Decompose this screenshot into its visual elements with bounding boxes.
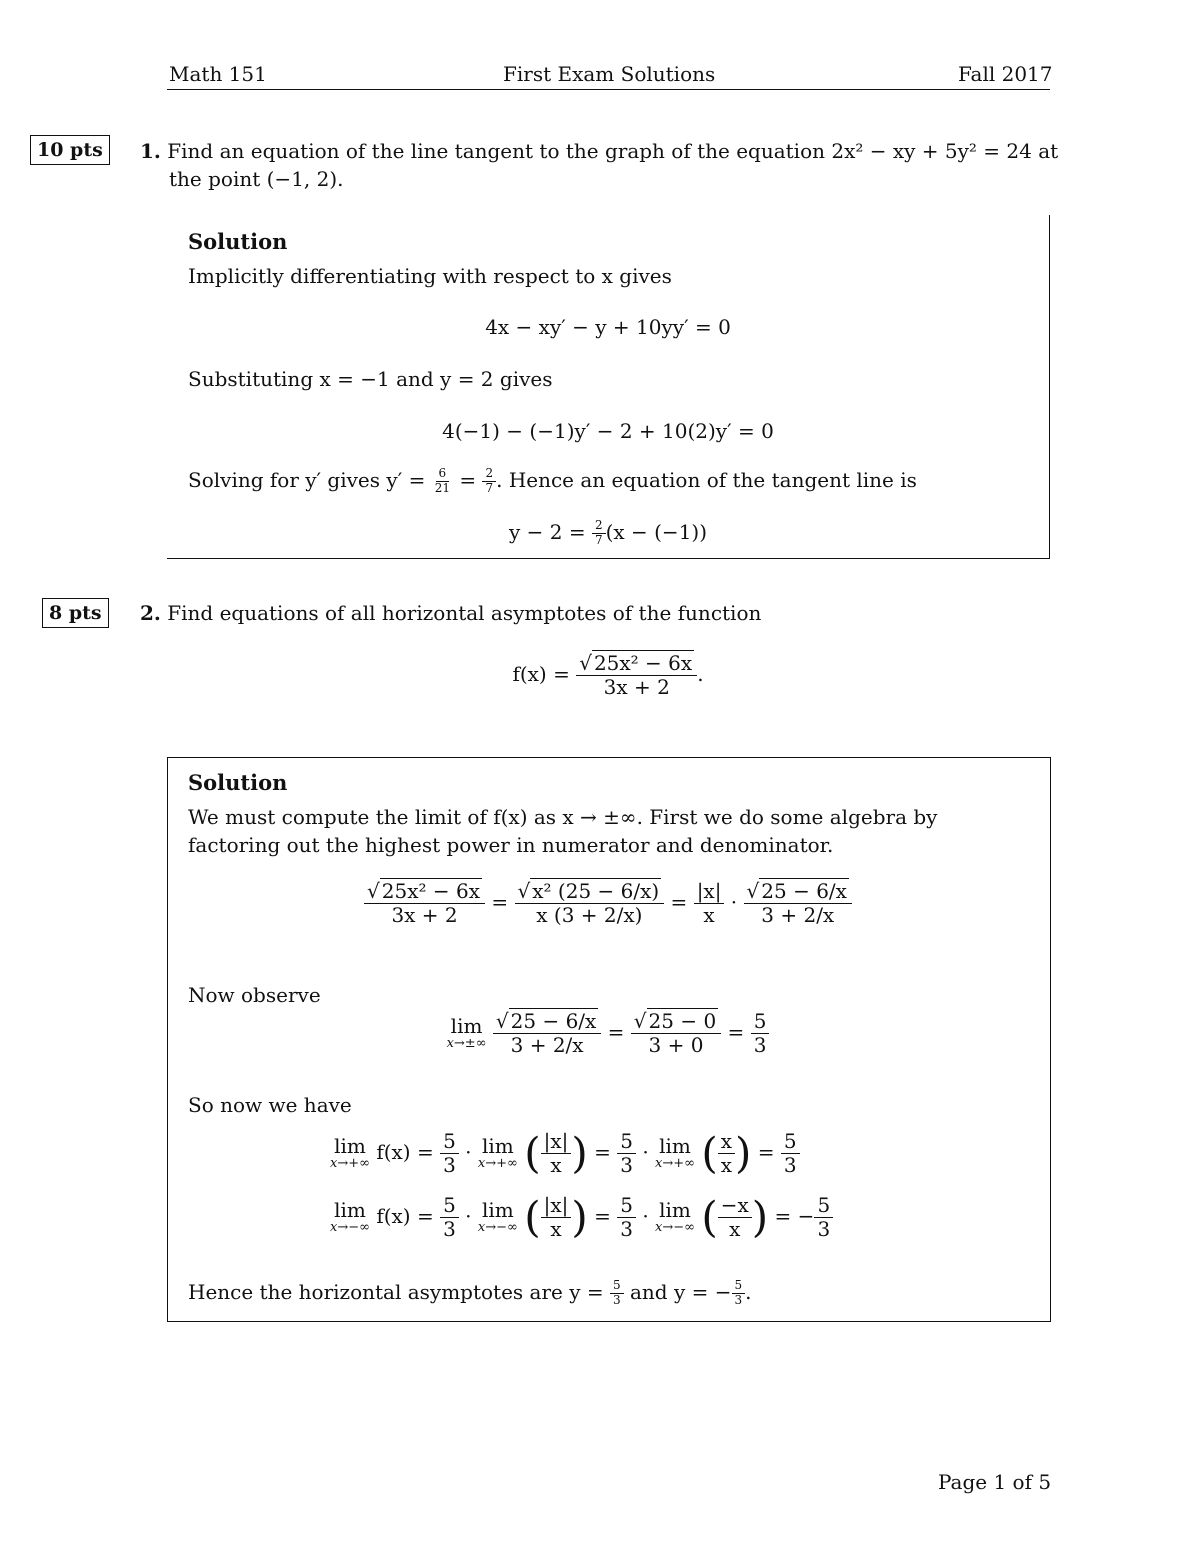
q1-equation-3 [167,518,1049,548]
result-frac [781,1130,800,1177]
frac-den: 3 + 0 [648,1033,704,1057]
result-sign: − [797,1204,815,1228]
left-paren: ( [524,1128,541,1178]
lim-text: lim [659,1134,691,1159]
right-paren: ) [751,1192,769,1242]
frac-num: 5 [781,1130,800,1154]
lim-text: lim [659,1198,691,1223]
frac-num: 2 [592,519,606,534]
q2-func-end: . [697,662,704,686]
frac-num: √ 25 − 0 [631,1010,721,1034]
limit-operator [447,1015,487,1051]
right-paren: ) [735,1128,752,1178]
frac-num: x [718,1130,735,1154]
frac-num: |x| [541,1130,572,1154]
limit-operator [330,1199,370,1235]
q2-limit-row-minus: lim x→−∞ f(x) = $\frac{5}{3}$ · lim x→−∞ ( $\frac{|x|}{x}$ ) = $\frac{5}{3}$ · lim x→−∞ ( $\frac{-x}{x}$ ) = − $\frac{5}{3}$ [330,1194,833,1241]
limit-operator [655,1135,695,1171]
header-term: Fall 2017 [958,62,1053,86]
left-paren: ( [701,1192,718,1242]
frac-den: 21 [434,481,450,495]
frac-num: 6 [436,467,450,482]
lim-sub: x→+∞ [655,1156,695,1172]
q2-points-badge: 8 pts [42,598,109,628]
q2-prompt [140,599,761,627]
q2-func-lhs: f(x) = [512,662,577,686]
frac-num: 5 [610,1279,624,1294]
frac-num: 5 [617,1130,636,1154]
concl-frac-2 [732,1279,746,1308]
frac-den: 3 [817,1217,831,1241]
limit-operator [478,1199,518,1235]
ratio-frac [718,1194,752,1241]
lim-text: lim [334,1134,366,1159]
frac-den: 3 [783,1153,797,1177]
right-paren: ) [571,1192,588,1242]
obs-frac-3 [751,1010,770,1057]
q1-equation-2: 4(−1) − (−1)y′ − 2 + 10(2)y′ = 0 [442,419,774,443]
lim-text: lim [334,1198,366,1223]
const-frac [440,1130,459,1177]
q2-algebra-equation: $\frac{\text{√ 25x² − 6x}}{3x + 2}$ = $\frac{\text{√ x² (25 − 6/x)}}{x (3 + 2/x)}$ = $\frac{|x|}{x}$ · $\frac{√ 25 - 6/x}{3 + 2/x}$ [167,880,1049,927]
left-paren: ( [524,1192,541,1242]
fx: f(x) = [376,1140,434,1164]
q1-eq3-a: y − 2 = [508,520,592,544]
lim-text: lim [481,1198,514,1223]
frac-den: 3 [443,1153,456,1177]
q2-limit-row-plus: lim x→+∞ f(x) = $\frac{5}{3}$ · lim x→+∞ ( $\frac{|x|}{x}$ ) = $\frac{5}{3}$ · lim x→+∞ ( $\frac{x}{x}$ ) = $\frac{5}{3}$ [330,1130,800,1177]
frac-den: 3 [443,1217,456,1241]
q1-solution-text2: Substituting x = −1 and y = 2 gives [188,367,553,391]
frac-num: √ 25 − 6/x [493,1010,601,1034]
const-frac [617,1130,636,1177]
lim-sub: x→−∞ [655,1220,695,1236]
frac-den: x (3 + 2/x) [536,903,643,927]
const-frac [617,1194,636,1241]
q1-text3-b: = [452,468,483,492]
q2-conclusion [188,1278,752,1308]
q1-text3-c: . Hence an equation of the tangent line is [496,468,917,492]
q2-number: 2. [140,601,161,625]
const-frac [440,1194,459,1241]
lim-sub: x→+∞ [330,1156,370,1172]
q1-prompt-line1: Find an equation of the line tangent to the graph of the equation 2x² − xy + 5y² = 24 at [167,139,1059,163]
frac-num: 5 [814,1194,833,1218]
alg-frac-2 [515,880,665,927]
frac-den: x [550,1217,562,1241]
lim-sub: x→+∞ [477,1156,518,1172]
q1-prompt [140,137,1058,165]
frac-den: 3 [734,1293,743,1307]
frac-num: 2 [482,467,496,482]
frac-den: 7 [594,533,603,547]
radicand: 25 − 6/x [761,879,847,903]
q1-prompt-line2: the point (−1, 2). [169,167,344,191]
q2-solution-text3: So now we have [188,1093,352,1117]
alg-frac-3 [694,880,725,927]
frac-num: |x| [694,880,725,904]
radicand: 25 − 6/x [510,1009,597,1033]
fx: f(x) = [376,1204,434,1228]
frac-den: 3 [613,1293,621,1307]
limit-operator [478,1135,518,1171]
frac-den: x [550,1153,562,1177]
frac-den: 7 [485,481,494,495]
frac-num: 5 [617,1194,636,1218]
q2-solution-text1-line1: We must compute the limit of f(x) as x → ±∞. First we do some algebra by [188,805,938,829]
header-rule [167,89,1050,90]
ratio-frac [718,1130,735,1177]
q2-solution-text1-line2: factoring out the highest power in numerator and denominator. [188,833,834,857]
alg-frac-1 [364,880,485,927]
q2-prompt-text: Find equations of all horizontal asymptotes of the function [167,601,762,625]
alg-frac-4 [744,880,852,927]
radicand: 25x² − 6x [381,879,481,903]
frac-den: 3 [620,1153,633,1177]
frac-den: x [729,1217,741,1241]
frac-num: √ 25 − 6/x [744,880,852,904]
obs-frac-1 [493,1010,601,1057]
obs-frac-2 [631,1010,721,1057]
header-title: First Exam Solutions [503,62,716,86]
frac-num: √ x² (25 − 6/x) [515,880,665,904]
q1-text3-a: Solving for y′ gives y′ = [188,468,432,492]
radicand: 25x² − 6x [593,651,693,675]
q2-observe-equation: lim x→±∞ $\frac{√ 25 - 6/x}{3 + 2/x}$ = $\frac{√ 25 - 0}{3 + 0}$ = $\frac{5}{3}$ [167,1010,1049,1057]
concl-frac-1 [610,1279,624,1308]
lim-text: lim [481,1134,514,1159]
q2-func-fraction [576,652,697,699]
result-frac [814,1194,833,1241]
radicand: x² (25 − 6/x) [532,879,660,903]
page-number: Page 1 of 5 [938,1470,1052,1494]
limit-operator [330,1135,370,1171]
q1-eq3-fraction [592,519,606,548]
lim-sub: x→±∞ [446,1036,487,1052]
limit-operator [655,1199,695,1235]
q1-solution-heading: Solution [188,229,288,254]
frac-num: 5 [732,1279,746,1294]
concl-c: . [745,1280,752,1304]
q1-fraction-2-7 [482,467,496,496]
abs-frac [541,1194,572,1241]
q1-points-badge: 10 pts [30,135,110,165]
frac-den: 3 + 2/x [761,903,835,927]
left-paren: ( [701,1128,718,1178]
header-course: Math 151 [169,62,267,86]
frac-den: 3 + 2/x [510,1033,584,1057]
right-paren: ) [571,1128,588,1178]
q2-solution-heading: Solution [188,770,288,795]
frac-num: √ 25x² − 6x [364,880,485,904]
q1-fraction-6-21 [432,467,453,496]
frac-den: 3x + 2 [603,675,670,699]
frac-num: 5 [440,1130,459,1154]
frac-den: x [703,903,715,927]
q1-solution-text1: Implicitly differentiating with respect to x gives [188,264,672,288]
abs-frac [541,1130,572,1177]
q1-solution-text3 [188,466,917,496]
q1-equation-1: 4x − xy′ − y + 10yy′ = 0 [485,315,731,339]
concl-b: and y = − [623,1280,732,1304]
frac-num: −x [718,1194,752,1218]
q1-number: 1. [140,139,161,163]
q1-eq3-b: (x − (−1)) [605,520,708,544]
frac-den: x [720,1153,733,1177]
lim-text: lim [450,1014,483,1039]
q2-function [167,652,1049,699]
radicand: 25 − 0 [648,1009,717,1033]
lim-sub: x→−∞ [477,1220,518,1236]
q2-solution-text2: Now observe [188,983,321,1007]
frac-num: 5 [751,1010,770,1034]
frac-num: √ 25x² − 6x [576,652,697,676]
frac-num: 5 [440,1194,459,1218]
frac-den: 3 [753,1033,767,1057]
lim-sub: x→−∞ [330,1220,370,1236]
frac-num: |x| [541,1194,572,1218]
frac-den: 3x + 2 [391,903,458,927]
concl-a: Hence the horizontal asymptotes are y = [188,1280,610,1304]
frac-den: 3 [620,1217,633,1241]
